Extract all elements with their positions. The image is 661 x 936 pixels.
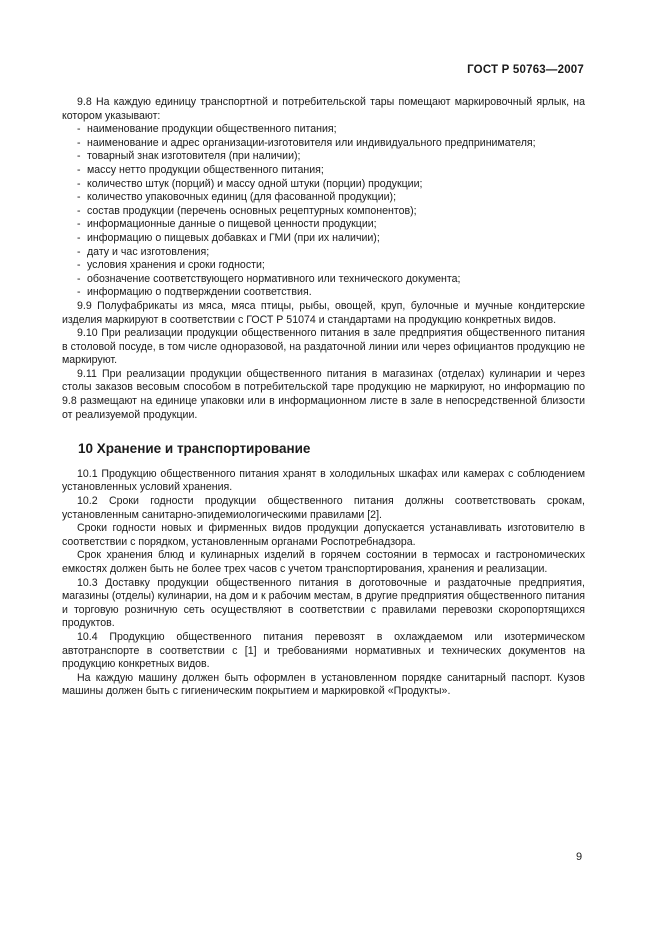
list-item-text: обозначение соответствующего нормативного или технического документа; [87, 272, 461, 285]
dash-marker: - [77, 272, 81, 285]
list-item [62, 191, 585, 205]
clause-9-11: 9.11 При реализации продукции общественного питания в магазинах (отделах) кулинарии и через столы заказов весовым способом в потребительской таре продукцию не маркируют, но информацию по 9.8 размещают на единице упаковки или в информационном листе в зале в непосредственной близости от реализуемой продукции. [62, 367, 585, 421]
list-item [62, 178, 585, 192]
dash-marker: - [77, 259, 81, 272]
list-item-text: наименование и адрес организации-изготовителя или индивидуального предпринимателя; [87, 136, 536, 149]
clause-10-3: 10.3 Доставку продукции общественного питания в доготовочные и раздаточные предприятия, магазины (отделы) кулинарии, на дом и к рабочим местам, в другие предприятия общественного питания и торговую розничную сеть осуществляют в соответствии с правилами перевозки скоропортящихся продуктов. [62, 576, 585, 630]
dash-marker: - [77, 286, 81, 299]
dash-marker: - [77, 218, 81, 231]
clause-10-4-sanitary-passport: На каждую машину должен быть оформлен в установленном порядке санитарный паспорт. Кузов машины должен быть с гигиеническим покрытием и маркировкой «Продукты». [62, 671, 585, 698]
page-number: 9 [576, 851, 583, 863]
dash-marker: - [77, 177, 81, 190]
dash-marker: - [77, 231, 81, 244]
list-item [62, 137, 585, 151]
list-item-text: условия хранения и сроки годности; [87, 259, 265, 272]
document-code-header: ГОСТ Р 50763—2007 [467, 64, 584, 76]
clause-10-1: 10.1 Продукцию общественного питания хранят в холодильных шкафах или камерах с соблюдением установленных условий хранения. [62, 467, 585, 494]
clause-9-10: 9.10 При реализации продукции общественного питания в зале предприятия общественного питания в столовой посуде, в том числе одноразовой, на раздаточной линии или через официантов продукцию не маркируют. [62, 327, 585, 367]
list-item [62, 164, 585, 178]
section-10-heading: 10 Хранение и транспортирование [78, 441, 311, 457]
list-item [62, 205, 585, 219]
list-item-text: количество упаковочных единиц (для фасованной продукции); [87, 191, 397, 204]
dash-marker: - [77, 136, 81, 149]
list-item [62, 232, 585, 246]
dash-marker: - [77, 123, 81, 136]
list-item-text: количество штук (порций) и массу одной штуки (порции) продукции; [87, 177, 423, 190]
clause-9-9: 9.9 Полуфабрикаты из мяса, мяса птицы, рыбы, овощей, круп, булочные и мучные кондитерские изделия маркируют в соответствии с ГОСТ Р 51074 и стандартами на продукцию конкретных видов. [62, 299, 585, 326]
list-item [62, 218, 585, 232]
dash-marker: - [77, 150, 81, 163]
list-item [62, 150, 585, 164]
clause-9-8-intro: 9.8 На каждую единицу транспортной и потребительской тары помещают маркировочный ярлык, на котором указывают: [62, 96, 585, 122]
list-item-text: состав продукции (перечень основных рецептурных компонентов); [87, 204, 417, 217]
list-item-text: информацию о подтверждении соответствия. [87, 286, 312, 299]
list-item-text: наименование продукции общественного питания; [87, 123, 337, 136]
clause-10-2: 10.2 Сроки годности продукции общественного питания должны соответствовать срокам, установленным санитарно-эпидемиологическими правилами [2]. [62, 495, 585, 521]
list-item-text: товарный знак изготовителя (при наличии); [87, 150, 301, 163]
list-item [62, 273, 585, 287]
list-item [62, 123, 585, 137]
clause-10-4: 10.4 Продукцию общественного питания перевозят в охлаждаемом или изотермическом автотранспорте в соответствии с [1] и требованиями нормативных и технических документов на продукцию конкретных видов. [62, 630, 585, 671]
list-item-text: информацию о пищевых добавках и ГМИ (при их наличии); [87, 231, 380, 244]
dash-marker: - [77, 163, 81, 176]
list-item [62, 286, 585, 300]
page-body [62, 96, 585, 699]
dash-marker: - [77, 245, 81, 258]
label-requirements-list [62, 123, 585, 300]
list-item [62, 259, 585, 273]
dash-marker: - [77, 191, 81, 204]
list-item-text: информационные данные о пищевой ценности продукции; [87, 218, 377, 231]
list-item [62, 246, 585, 260]
list-item-text: дату и час изготовления; [87, 245, 210, 258]
dash-marker: - [77, 204, 81, 217]
clause-10-2-new-products: Сроки годности новых и фирменных видов продукции допускается устанавливать изготовителю в соответствии с порядком, установленным органами Роспотребнадзора. [62, 522, 585, 548]
list-item-text: массу нетто продукции общественного питания; [87, 163, 324, 176]
clause-10-2-hot-storage: Срок хранения блюд и кулинарных изделий в горячем состоянии в термосах и гастрономических емкостях должен быть не более трех часов с учетом транспортирования, хранения и реализации. [62, 549, 585, 575]
